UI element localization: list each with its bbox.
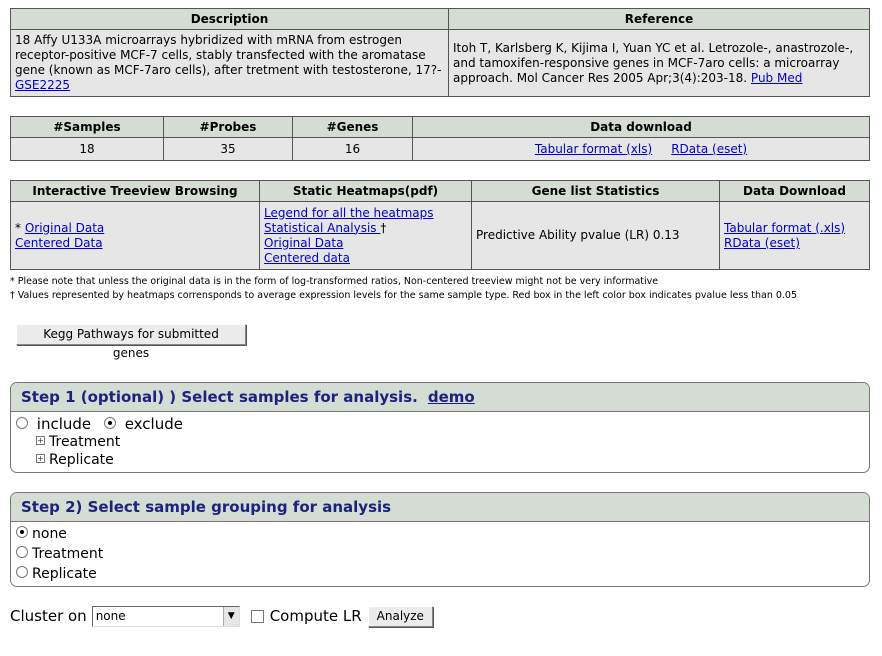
heatmap-original-link[interactable]: Original Data xyxy=(264,235,344,250)
treeview-prefix: * xyxy=(15,220,25,235)
step1-title: Step 1 (optional) ) Select samples for analysis. xyxy=(21,388,418,406)
gse-link[interactable]: GSE2225 xyxy=(15,78,71,92)
treeview-cell xyxy=(11,202,260,270)
tree-label: Treatment xyxy=(49,434,121,450)
compute-lr-checkbox[interactable] xyxy=(251,610,264,623)
tree-label: Replicate xyxy=(49,452,114,468)
description-text: 18 Affy U133A microarrays hybridized with mRNA from estrogen receptor-positive MCF-7 cells, stably transfected with the aromatase gene (known as MCF-7aro cells), after tretment with testosterone, 17?- xyxy=(15,33,442,77)
gene-stats-cell: Predictive Ability pvalue (LR) 0.13 xyxy=(472,202,720,270)
analyze-button[interactable]: Analyze xyxy=(368,606,433,627)
grouping-option-treatment[interactable] xyxy=(16,545,869,565)
step1-header xyxy=(11,383,869,412)
step2-panel xyxy=(10,492,870,587)
description-header: Description xyxy=(11,9,449,30)
chevron-down-icon[interactable]: ▼ xyxy=(223,607,239,626)
grouping-label: Replicate xyxy=(32,566,97,582)
dagger-mark: † xyxy=(380,220,387,235)
expand-icon[interactable]: + xyxy=(37,435,44,445)
counts-table xyxy=(10,116,870,161)
step2-header xyxy=(11,493,869,522)
download-cell xyxy=(413,138,870,161)
cluster-row xyxy=(10,604,433,628)
grouping-option-replicate[interactable] xyxy=(16,565,869,585)
treeview-original-link[interactable]: Original Data xyxy=(24,220,105,235)
pubmed-link[interactable]: Pub Med xyxy=(750,70,803,85)
compute-lr-label: Compute LR xyxy=(269,607,362,625)
rdata-eset-link[interactable]: RData (eset) xyxy=(671,141,748,156)
include-exclude-row xyxy=(16,415,869,433)
include-label: include xyxy=(36,415,92,433)
description-cell xyxy=(11,30,449,97)
heatmap-note: † Values represented by heatmaps corrensponds to average expression levels for the same sample type. Red box in the left color box indicates pvalue less than 0.05 xyxy=(10,290,798,301)
analysis-table xyxy=(10,180,870,270)
treeview-centered-link[interactable]: Centered Data xyxy=(15,235,103,250)
data-download-header: Data download xyxy=(413,117,870,138)
include-radio[interactable] xyxy=(16,417,28,429)
tree-item-treatment[interactable] xyxy=(36,433,869,451)
treeview-note: * Please note that unless the original data is in the form of log-transformed ratios, Non-centered treeview might not be very informative xyxy=(10,276,659,287)
dataset-info-table xyxy=(10,8,870,97)
step1-panel xyxy=(10,382,870,473)
analysis-download-cell xyxy=(720,202,870,270)
genes-count: 16 xyxy=(293,138,413,161)
tabular-xls2-link[interactable]: Tabular format (.xls) xyxy=(724,220,846,235)
tree-item-replicate[interactable] xyxy=(36,451,869,469)
reference-text: Itoh T, Karlsberg K, Kijima I, Yuan YC et al. Letrozole-, anastrozole-, and tamoxifen-responsive genes in MCF-7aro cells: a microarray approach. Mol Cancer Res 2005 Apr;3(4):203-18. xyxy=(453,40,854,85)
cluster-label: Cluster on xyxy=(10,607,87,625)
treatment-radio[interactable] xyxy=(16,546,28,558)
heatmap-statistical-link[interactable]: Statistical Analysis xyxy=(264,220,381,235)
samples-count: 18 xyxy=(11,138,164,161)
reference-cell xyxy=(449,30,870,97)
grouping-option-none[interactable] xyxy=(16,525,869,545)
samples-header: #Samples xyxy=(11,117,164,138)
exclude-label: exclude xyxy=(124,415,183,433)
treeview-header: Interactive Treeview Browsing xyxy=(11,181,260,202)
cluster-select[interactable] xyxy=(92,606,240,627)
gene-stats-header: Gene list Statistics xyxy=(472,181,720,202)
probes-header: #Probes xyxy=(164,117,293,138)
kegg-pathways-button[interactable]: Kegg Pathways for submitted genes xyxy=(16,324,246,345)
reference-header: Reference xyxy=(449,9,870,30)
grouping-label: none xyxy=(32,526,67,542)
analysis-download-header: Data Download xyxy=(720,181,870,202)
expand-icon[interactable]: + xyxy=(37,453,44,463)
step2-title: Step 2) Select sample grouping for analysis xyxy=(21,498,392,516)
exclude-radio[interactable] xyxy=(104,417,116,429)
rdata-eset2-link[interactable]: RData (eset) xyxy=(724,235,800,250)
grouping-label: Treatment xyxy=(32,546,104,562)
heatmap-legend-link[interactable]: Legend for all the heatmaps xyxy=(264,205,434,220)
cluster-select-value: none xyxy=(95,608,126,623)
heatmaps-header: Static Heatmaps(pdf) xyxy=(260,181,472,202)
genes-header: #Genes xyxy=(293,117,413,138)
demo-link[interactable]: demo xyxy=(427,388,475,406)
none-radio[interactable] xyxy=(16,526,28,538)
heatmap-centered-link[interactable]: Centered data xyxy=(264,250,350,265)
probes-count: 35 xyxy=(164,138,293,161)
heatmaps-cell xyxy=(260,202,472,270)
replicate-radio[interactable] xyxy=(16,566,28,578)
tabular-xls-link[interactable]: Tabular format (xls) xyxy=(534,141,653,156)
